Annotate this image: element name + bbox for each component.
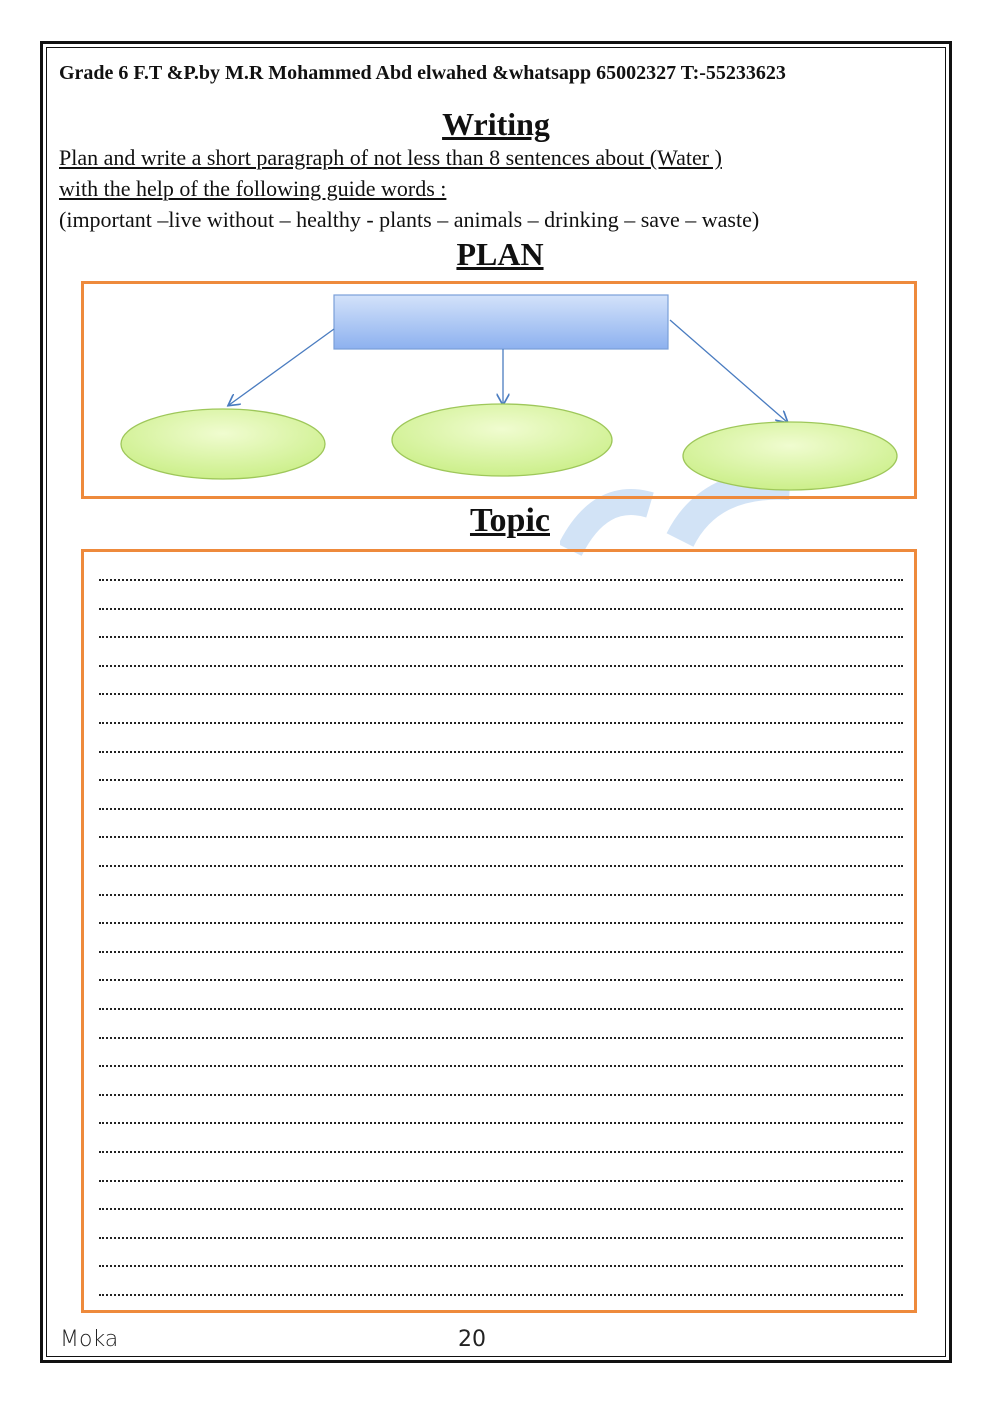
writing-line[interactable]: [99, 608, 903, 611]
main-idea-box[interactable]: [334, 295, 668, 349]
idea-ellipse-left[interactable]: [121, 409, 325, 479]
writing-line[interactable]: [99, 1180, 903, 1183]
topic-heading-text: Topic: [469, 502, 550, 539]
writing-line[interactable]: [99, 722, 903, 725]
page-title: [0, 106, 992, 143]
writing-line[interactable]: [99, 836, 903, 839]
writing-line[interactable]: [99, 1122, 903, 1125]
plan-box: [81, 281, 917, 499]
writing-line[interactable]: [99, 1008, 903, 1011]
writing-line[interactable]: [99, 894, 903, 897]
arrow-right: [670, 320, 787, 422]
writing-line[interactable]: [99, 1237, 903, 1240]
topic-heading: [0, 502, 992, 540]
writing-line[interactable]: [99, 636, 903, 639]
writing-line[interactable]: [99, 1151, 903, 1154]
writing-line[interactable]: [99, 1265, 903, 1268]
page-number: 20: [458, 1327, 486, 1352]
writing-line[interactable]: [99, 979, 903, 982]
topic-writing-area[interactable]: [81, 549, 917, 1313]
writing-line[interactable]: [99, 579, 903, 582]
writing-line[interactable]: [99, 779, 903, 782]
writing-line[interactable]: [99, 693, 903, 696]
writing-line[interactable]: [99, 751, 903, 754]
writing-line[interactable]: [99, 865, 903, 868]
writing-line[interactable]: [99, 951, 903, 954]
writing-line[interactable]: [99, 1065, 903, 1068]
guide-words: (important –live without – healthy - plants – animals – drinking – save – waste): [59, 207, 760, 232]
writing-line[interactable]: [99, 1037, 903, 1040]
writing-line[interactable]: [99, 922, 903, 925]
footer-author: Moka: [60, 1327, 119, 1352]
writing-line[interactable]: [99, 1208, 903, 1211]
instruction-line-1: Plan and write a short paragraph of not less than 8 sentences about (Water ): [59, 145, 722, 170]
instruction-line-2: with the help of the following guide words :: [59, 176, 447, 201]
writing-line[interactable]: [99, 808, 903, 811]
idea-ellipse-right[interactable]: [683, 422, 897, 490]
arrow-left: [229, 329, 334, 405]
worksheet-header: Grade 6 F.T &P.by M.R Mohammed Abd elwahed &whatsapp 65002327 T:-55233623: [59, 62, 786, 84]
plan-heading-text: PLAN: [456, 236, 544, 272]
plan-heading: [0, 236, 992, 273]
writing-line[interactable]: [99, 1294, 903, 1297]
idea-ellipse-center[interactable]: [392, 404, 612, 476]
writing-line[interactable]: [99, 665, 903, 668]
plan-diagram: [84, 284, 914, 496]
writing-line[interactable]: [99, 1094, 903, 1097]
page-title-text: Writing: [442, 106, 550, 142]
